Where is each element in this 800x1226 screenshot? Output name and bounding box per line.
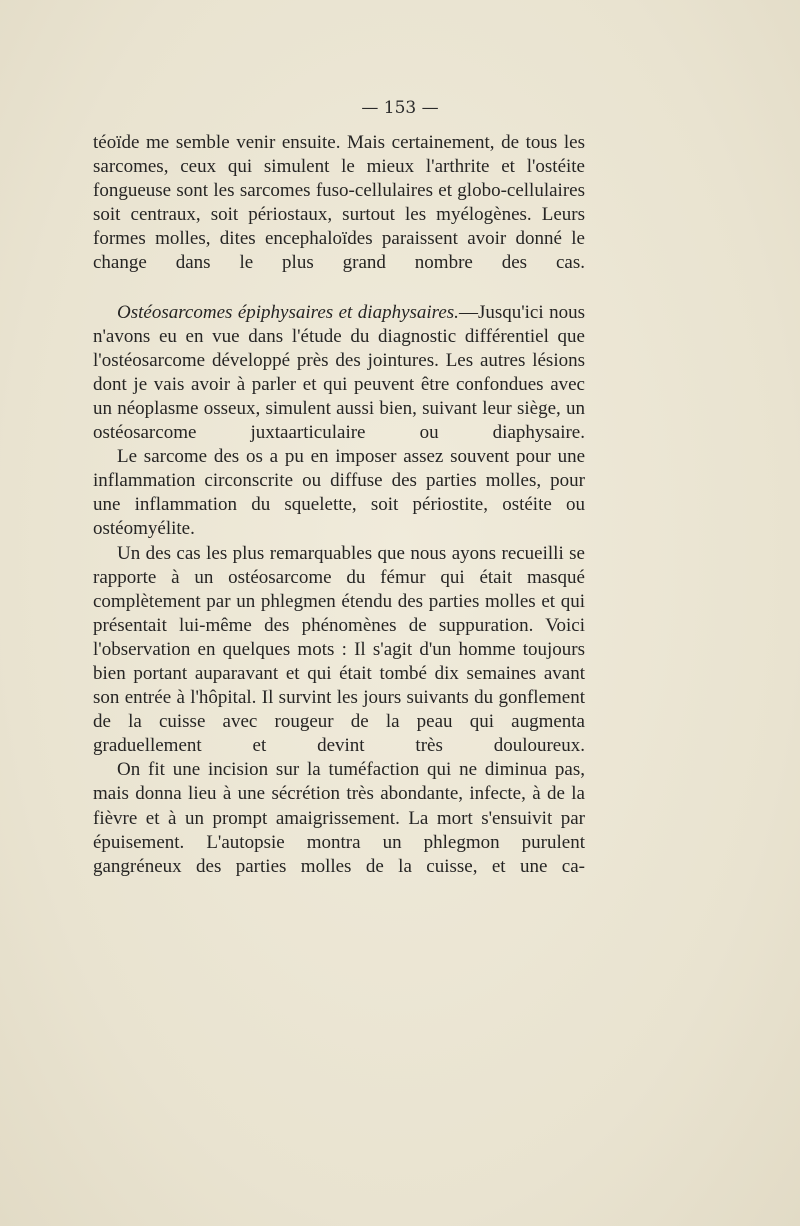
- paragraph-1: téoïde me semble venir ensuite. Mais certainement, de tous les sarcomes, ceux qui simulent le mieux l'arthrite et l'ostéite fongueuse sont les sarcomes fuso-cellulaires et globo-cellulaires soit centraux, soit périostaux, surtout les myélogènes. Leurs formes molles, dites encephaloïdes paraissent avoir donné le change dans le plus grand nombre des cas.: [93, 132, 585, 274]
- paragraph-5: On fit une incision sur la tuméfaction qui ne diminua pas, mais donna lieu à une sécrétion très abondante, infecte, à de la fièvre et à un prompt amaigrissement. La mort s'ensuivit par épuisement. L'autopsie montra un phlegmon purulent gangréneux des parties molles de la cuisse, et une ca-: [93, 759, 585, 877]
- paragraph-3: Le sarcome des os a pu en imposer assez souvent pour une inflammation circonscrite ou diffuse des parties molles, pour une inflammation du squelette, soit périostite, ostéite ou ostéomyélite.: [93, 446, 585, 540]
- section-heading: Ostéosarcomes épiphysaires et diaphysaires.: [117, 301, 459, 323]
- paragraph-2-text: —Jusqu'ici nous n'avons eu en vue dans l'étude du diagnostic différentiel que l'ostéosarcome développé près des jointures. Les autres lésions dont je vais avoir à parler et qui peuvent être confondues avec un néoplasme osseux, simulent aussi bien, suivant leur siège, un ostéosarcome juxtaarticulaire ou diaphysaire.: [93, 301, 585, 444]
- page-number: — 153 —: [361, 98, 439, 118]
- paragraph-2: [93, 301, 585, 446]
- paragraph-4: Un des cas les plus remarquables que nous ayons recueilli se rapporte à un ostéosarcome du fémur qui était masqué complètement par un phlegmen étendu des parties molles et qui présentait lui-même des phénomènes de suppuration. Voici l'observation en quelques mots : Il s'agit d'un homme toujours bien portant auparavant et qui était tombé dix semaines avant son entrée à l'hôpital. Il survint les jours suivants du gonflement de la cuisse avec rougeur de la peau qui augmenta graduellement et devint très douloureux.: [93, 542, 585, 757]
- body-text: [93, 131, 585, 879]
